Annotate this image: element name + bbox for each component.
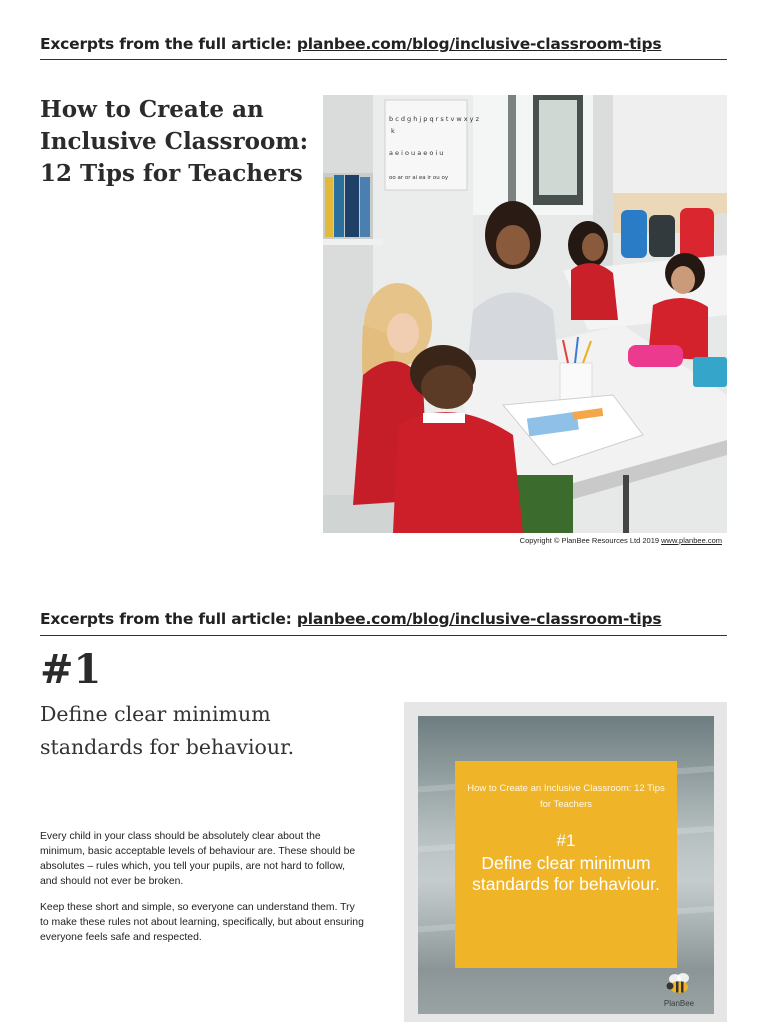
article-source-header-2: [40, 610, 727, 628]
photo-credit-text: Copyright © PlanBee Resources Ltd 2019: [519, 536, 662, 545]
planbee-logo: [654, 973, 704, 1008]
promo-highlight-box: [455, 761, 677, 968]
poster-row-3: a e i o u a e o i u: [389, 149, 444, 157]
tip-paragraph-1: Every child in your class should be absolutely clear about the minimum, basic acceptable levels of behaviour are. These should be absolutes – rules which, you tell your pupils, are not hard to follow, and should not ever be broken.: [40, 831, 356, 887]
header-divider: [40, 59, 727, 60]
tip-paragraph-2: Keep these short and simple, so everyone can understand them. Try to make these rules not about learning, specifically, but about ensuring everyone feels safe and respected.: [40, 902, 364, 943]
tip-heading: Define clear minimum standards for behaviour.: [40, 702, 295, 759]
tip-promo-card: [404, 702, 727, 1022]
poster-row-4: oo ar or ai ea ir ou oy: [389, 175, 449, 181]
article-source-header: [40, 35, 727, 53]
article-url-link-2[interactable]: planbee.com/blog/inclusive-classroom-tips: [296, 610, 662, 628]
planbee-website-link[interactable]: www.planbee.com: [661, 536, 722, 545]
promo-tip-heading: Define clear minimum standards for behaviour.: [472, 853, 660, 894]
photo-credit: [323, 536, 722, 545]
header-divider-2: [40, 635, 727, 636]
logo-text: PlanBee: [663, 999, 695, 1008]
poster-row-1: b c d g h j p q r s t v w x y z: [389, 115, 479, 123]
promo-tip-number: #1: [556, 831, 576, 850]
tip-number: #1: [40, 646, 102, 693]
promo-subtitle: How to Create an Inclusive Classroom: 12 Tips for Teachers: [467, 783, 665, 810]
article-title: How to Create an Inclusive Classroom: 12 Tips for Teachers: [40, 96, 309, 187]
header-prefix-2: Excerpts from the full article:: [40, 610, 297, 628]
classroom-photo: [323, 95, 727, 533]
bee-icon: [664, 973, 694, 995]
article-url-link[interactable]: planbee.com/blog/inclusive-classroom-tips: [296, 35, 662, 53]
promo-background: [418, 716, 714, 1014]
poster-row-2: k: [391, 127, 395, 135]
header-prefix: Excerpts from the full article:: [40, 35, 297, 53]
